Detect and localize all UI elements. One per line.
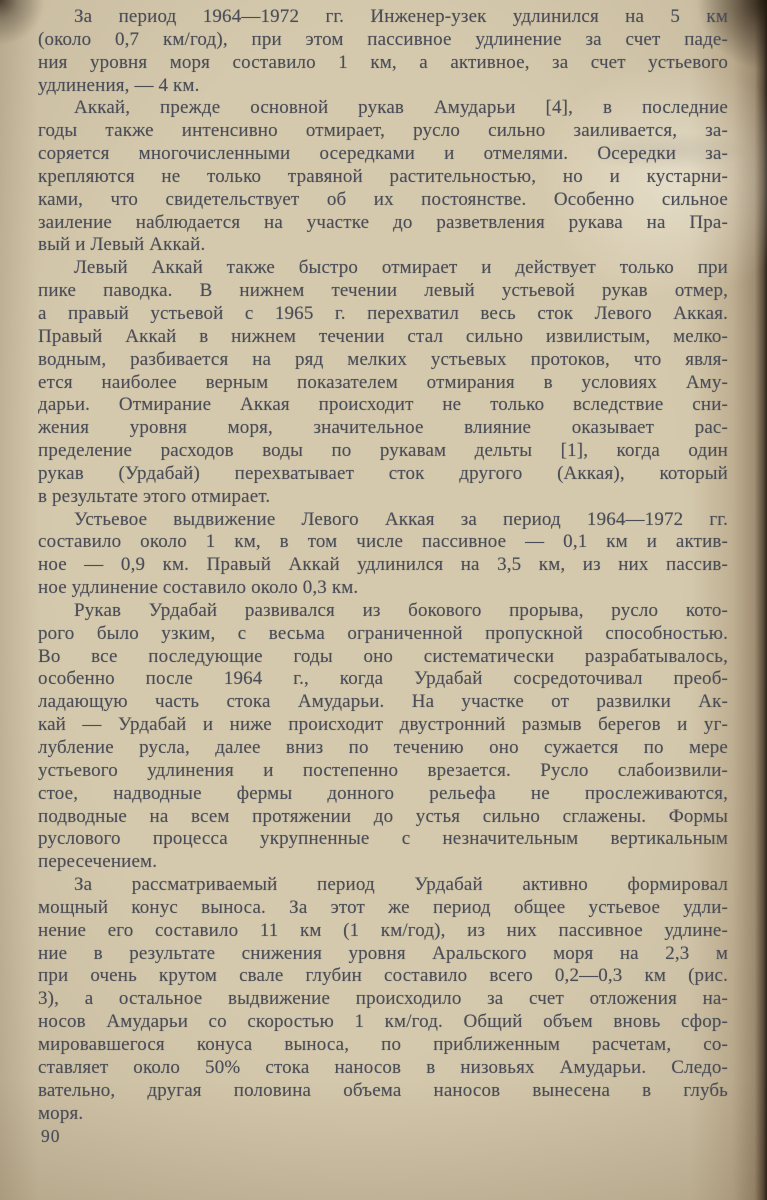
text-line: рукав (Урдабай) перехватывает сток другого (Аккая), который bbox=[38, 462, 728, 484]
text-line: 3), а остальное выдвижение происходило за счет отложения на- bbox=[38, 988, 728, 1010]
text-line: Левый Аккай также быстро отмирает и действует только при bbox=[74, 257, 728, 279]
text-line: вый и Левый Аккай. bbox=[38, 234, 206, 256]
text-line: стое, надводные фермы донного рельефа не прослеживаются, bbox=[38, 782, 728, 804]
text-line: (около 0,7 км/год), при этом пассивное удлинение за счет паде- bbox=[38, 28, 728, 50]
text-line: кай — Урдабай и ниже происходит двустронний размыв берегов и уг- bbox=[38, 714, 728, 736]
text-line: устьевого удлинения и постепенно врезается. Русло слабоизвили- bbox=[38, 759, 728, 781]
text-line: Устьевое выдвижение Левого Аккая за период 1964—1972 гг. bbox=[74, 508, 728, 530]
text-line: мощный конус выноса. За этот же период общее устьевое удли- bbox=[38, 896, 728, 918]
text-line: ния уровня моря составило 1 км, а активное, за счет устьевого bbox=[38, 51, 728, 73]
text-line: заиление наблюдается на участке до разветвления рукава на Пра- bbox=[38, 211, 728, 233]
text-line: а правый устьевой с 1965 г. перехватил весь сток Левого Аккая. bbox=[38, 302, 728, 324]
text-line: рого было узким, с весьма ограниченной пропускной способностью. bbox=[38, 622, 728, 644]
text-line: За период 1964—1972 гг. Инженер-узек удлинился на 5 км bbox=[74, 6, 728, 27]
paragraph bbox=[38, 600, 728, 874]
text-line: при очень крутом свале глубин составило всего 0,2—0,3 км (рис. bbox=[38, 965, 728, 987]
text-line: ется наиболее верным показателем отмирания в условиях Аму- bbox=[38, 371, 728, 393]
text-line: Правый Аккай в нижнем течении стал сильно извилистым, мелко- bbox=[38, 325, 728, 347]
text-line: пересечением. bbox=[38, 851, 158, 873]
text-line: ние в результате снижения уровня Аральского моря на 2,3 м bbox=[38, 942, 728, 964]
text-line: ладающую часть стока Амударьи. На участке от развилки Ак- bbox=[38, 691, 728, 713]
text-block bbox=[38, 6, 728, 1125]
text-line: ное удлинение составило около 0,3 км. bbox=[38, 577, 359, 599]
paragraph bbox=[38, 6, 728, 97]
text-line: За рассматриваемый период Урдабай активно формировал bbox=[74, 874, 728, 896]
text-line: составило около 1 км, в том числе пассивное — 0,1 км и актив- bbox=[38, 531, 728, 553]
text-line: пределение расходов воды по рукавам дельты [1], когда один bbox=[38, 440, 728, 462]
text-line: Рукав Урдабай развивался из бокового прорыва, русло кото- bbox=[74, 599, 728, 621]
text-line: моря. bbox=[38, 1102, 84, 1124]
text-line: Аккай, прежде основной рукав Амударьи [4], в последние bbox=[74, 97, 728, 119]
text-line: годы также интенсивно отмирает, русло сильно заиливается, за- bbox=[38, 120, 728, 142]
text-line: удлинения, — 4 км. bbox=[38, 74, 200, 96]
text-line: ное — 0,9 км. Правый Аккай удлинился на 3,5 км, из них пассив- bbox=[38, 554, 728, 576]
text-line: вательно, другая половина объема наносов вынесена в глубь bbox=[38, 1079, 728, 1101]
text-line: руслового процесса укрупненные с незначительным вертикальным bbox=[38, 828, 728, 850]
text-line: крепляются не только травяной растительностью, но и кустарни- bbox=[38, 165, 728, 187]
text-line: ками, что свидетельствует об их постоянстве. Особенно сильное bbox=[38, 188, 728, 210]
text-line: соряется многочисленными осередками и отмелями. Осередки за- bbox=[38, 143, 728, 165]
text-line: особенно после 1964 г., когда Урдабай сосредоточивал преоб- bbox=[38, 668, 728, 690]
text-line: ставляет около 50% стока наносов в низовьях Амударьи. Следо- bbox=[38, 1056, 728, 1078]
text-line: в результате этого отмирает. bbox=[38, 485, 271, 507]
text-line: жения уровня моря, значительное влияние оказывает рас- bbox=[38, 417, 728, 439]
text-line: лубление русла, далее вниз по течению оно сужается по мере bbox=[38, 737, 728, 758]
text-line: носов Амударьи со скоростью 1 км/год. Общий объем вновь сфор- bbox=[38, 1011, 728, 1033]
text-line: мировавшегося конуса выноса, по приближенным расчетам, со- bbox=[38, 1033, 728, 1055]
text-line: Во все последующие годы оно систематически разрабатывалось, bbox=[38, 645, 728, 667]
page-number: 90 bbox=[41, 1126, 61, 1146]
paragraph bbox=[38, 509, 728, 600]
paragraph bbox=[38, 97, 728, 257]
text-line: нение его составило 11 км (1 км/год), из них пассивное удлине- bbox=[38, 919, 728, 941]
paragraph bbox=[38, 874, 728, 1125]
text-line: дарьи. Отмирание Аккая происходит не только вследствие сни- bbox=[38, 394, 728, 416]
text-line: водным, разбивается на ряд мелких устьевых протоков, что явля- bbox=[38, 348, 728, 370]
text-line: подводные на всем протяжении до устья сильно сглажены. Формы bbox=[38, 805, 728, 827]
text-line: пике паводка. В нижнем течении левый устьевой рукав отмер, bbox=[38, 280, 728, 302]
paragraph bbox=[38, 257, 728, 508]
